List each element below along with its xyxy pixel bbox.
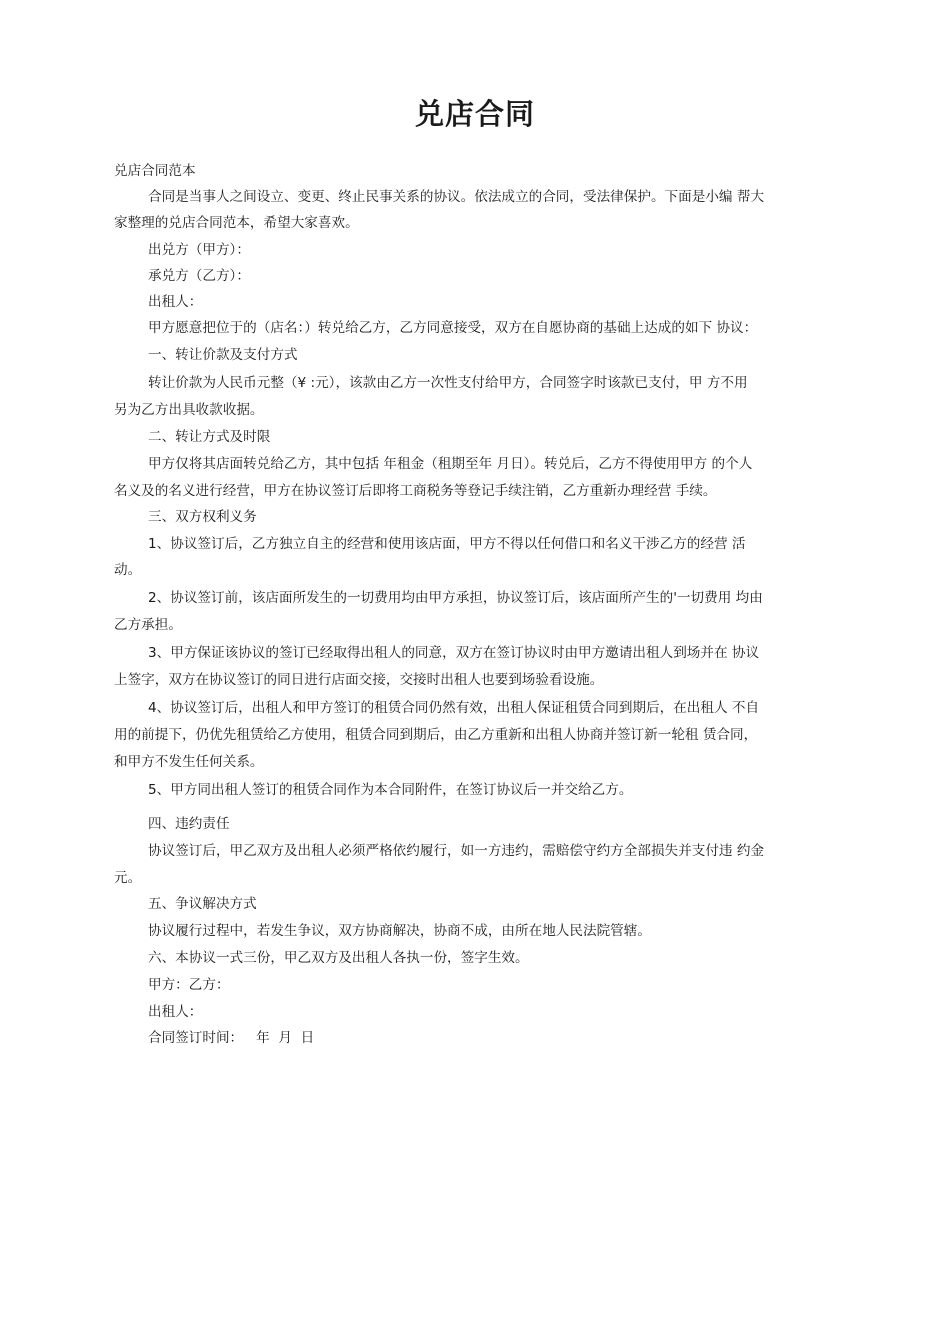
clause-line: 上签字，双方在协议签订的同日进行店面交接，交接时出租人也要到场验看设施。 [114,672,604,688]
clause-line: 转让价款为人民币元整（¥ :元），该款由乙方一次性支付给甲方，合同签字时该款已支付，甲 方不用 [148,375,748,391]
clause-line: 动。 [114,562,142,578]
agreement-line: 甲方愿意把位于的（店名：）转兑给乙方，乙方同意接受，双方在自愿协商的基础上达成的如下 协议： [148,320,758,336]
clause-line: 甲方仅将其店面转兑给乙方，其中包括 年租金（租期至年 月日）。转兑后，乙方不得使用甲方 的个人 [148,456,753,472]
clause-line: 和甲方不发生任何关系。 [114,754,264,770]
clause-line: 另为乙方出具收款收据。 [114,402,264,418]
clause-line: 乙方承担。 [114,617,182,633]
clause-line: 用的前提下，仍优先租赁给乙方使用，租赁合同到期后，由乙方重新和出租人协商并签订新一轮租 赁合同， [114,727,758,743]
clause-line: 六、本协议一式三份，甲乙双方及出租人各执一份，签字生效。 [148,950,529,966]
intro-line: 家整理的兑店合同范本，希望大家喜欢。 [114,215,359,231]
signing-date-line: 合同签订时间： 年 月 日 [148,1030,315,1046]
clause-line: 元。 [114,870,142,886]
clause-line: 5、甲方同出租人签订的租赁合同作为本合同附件，在签订协议后一并交给乙方。 [148,782,633,798]
clause-line: 1、协议签订后，乙方独立自主的经营和使用该店面，甲方不得以任何借口和名义干涉乙方的经营 活 [148,536,746,552]
section-heading: 一、转让价款及支付方式 [148,347,298,363]
clause-line: 协议签订后，甲乙双方及出租人必须严格依约履行，如一方违约，需赔偿守约方全部损失并支付违 约金 [148,843,765,859]
party-b-line: 承兑方（乙方）： [148,268,250,284]
section-heading: 五、争议解决方式 [148,896,257,912]
subtitle-line: 兑店合同范本 [114,163,196,179]
intro-line: 合同是当事人之间设立、变更、终止民事关系的协议。依法成立的合同，受法律保护。下面是小编 帮大 [148,189,765,205]
clause-line: 名义及的名义进行经营，甲方在协议签订后即将工商税务等登记手续注销，乙方重新办理经营 手续。 [114,483,717,499]
signature-line: 出租人： [148,1004,203,1020]
section-heading: 四、违约责任 [148,816,230,832]
section-heading: 二、转让方式及时限 [148,429,271,445]
clause-line: 4、协议签订后，出租人和甲方签订的租赁合同仍然有效，出租人保证租赁合同到期后，在出租人 不自 [148,700,760,716]
clause-line: 协议履行过程中，若发生争议，双方协商解决，协商不成，由所在地人民法院管辖。 [148,923,651,939]
clause-line: 3、甲方保证该协议的签订已经取得出租人的同意，双方在签订协议时由甲方邀请出租人到场并在 协议 [148,645,760,661]
signature-line: 甲方：乙方： [148,977,230,993]
document-title: 兑店合同 [414,97,535,131]
clause-line: 2、协议签订前，该店面所发生的一切费用均由甲方承担，协议签订后，该店面所产生的'一切费用 均由 [148,590,763,606]
party-a-line: 出兑方（甲方）： [148,242,250,258]
lessor-line: 出租人： [148,294,203,310]
section-heading: 三、双方权利义务 [148,509,257,525]
